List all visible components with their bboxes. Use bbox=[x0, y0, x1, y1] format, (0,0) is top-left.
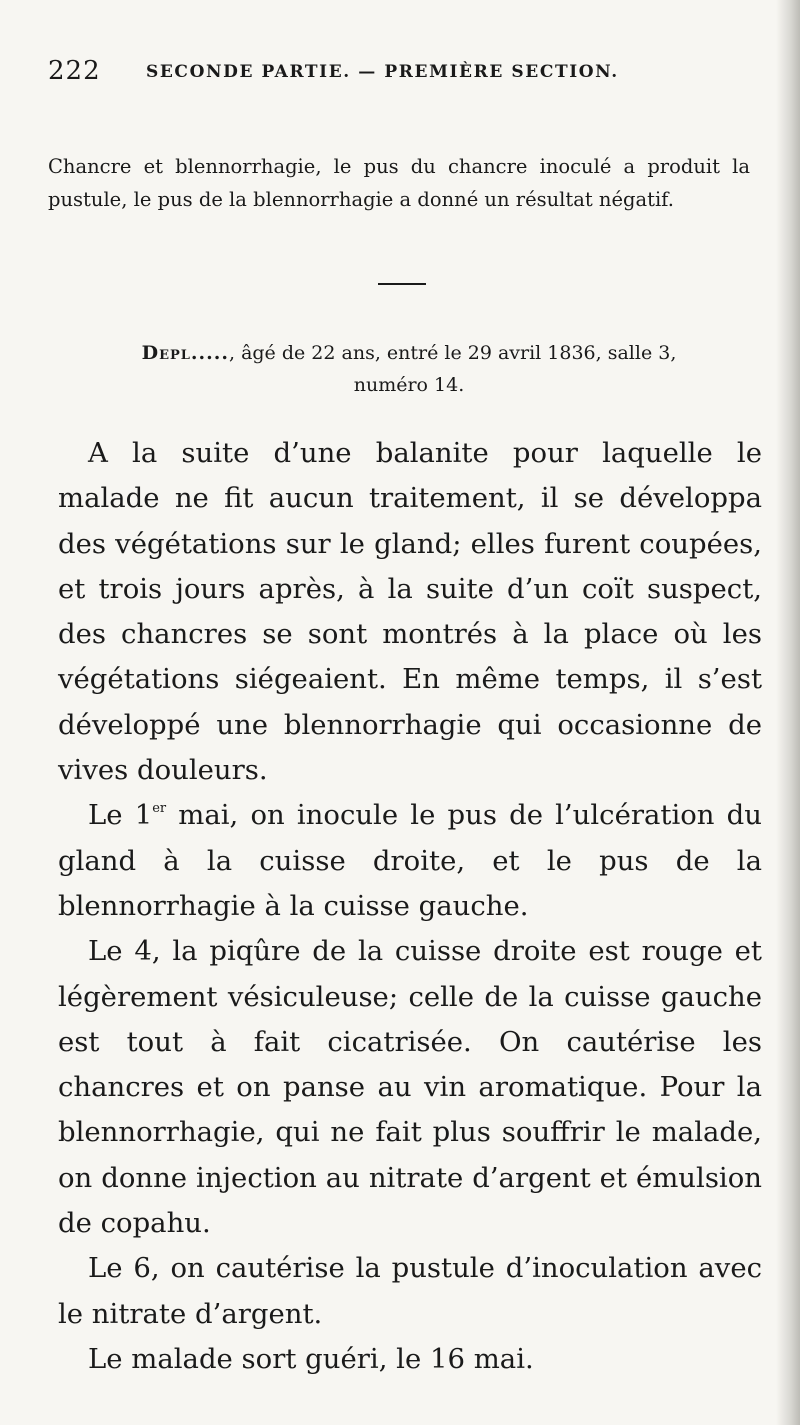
page-number: 222 bbox=[48, 56, 101, 86]
paragraph: Le 4, la piqûre de la cuisse droite est rouge et légèrement vésiculeuse; celle de la cuisse gauche est tout à fait cicatrisée. On cautérise les chancres et on panse au vin aromatique. Pour la blennorrhagie, qui ne fait plus souffrir le malade, on donne injection au nitrate d’argent et émulsion de copahu. bbox=[58, 935, 762, 1240]
running-head: SECONDE PARTIE. — PREMIÈRE SECTION. bbox=[146, 62, 619, 82]
paragraph: Le 6, on cautérise la pustule d’inoculation avec le nitrate d’argent. bbox=[58, 1252, 762, 1330]
paragraph-rest: mai, on inocule le pus de l’ulcération du gland à la cuisse droite, et le pus de la blennorrhagie à la cuisse gauche. bbox=[58, 799, 762, 922]
paragraph bbox=[58, 793, 762, 929]
page-edge-shadow bbox=[776, 0, 800, 1425]
patient-details: , âgé de 22 ans, entré le 29 avril 1836, salle 3, bbox=[228, 342, 677, 364]
paragraph-start: Le 1 bbox=[88, 799, 153, 832]
case-heading bbox=[98, 337, 720, 401]
paragraph: A la suite d’une balanite pour laquelle le malade ne fit aucun traitement, il se développa des végétations sur le gland; elles furent coupées, et trois jours après, à la suite d’un coït suspect, des chancres se sont montrés à la place où les végétations siégeaient. En même temps, il s’est développé une blennorrhagie qui occasionne de vives douleurs. bbox=[58, 437, 762, 787]
case-narrative bbox=[58, 431, 762, 1382]
patient-name: Depl..... bbox=[141, 342, 229, 364]
ward-number: numéro 14. bbox=[353, 374, 465, 396]
ordinal-superscript: er bbox=[152, 801, 167, 817]
paragraph: Le malade sort guéri, le 16 mai. bbox=[88, 1342, 534, 1375]
page-header bbox=[48, 56, 748, 90]
section-divider bbox=[378, 283, 426, 285]
case-summary: Chancre et blennorrhagie, le pus du chancre inoculé a produit la pustule, le pus de la blennorrhagie a donné un résultat négatif. bbox=[48, 155, 750, 211]
